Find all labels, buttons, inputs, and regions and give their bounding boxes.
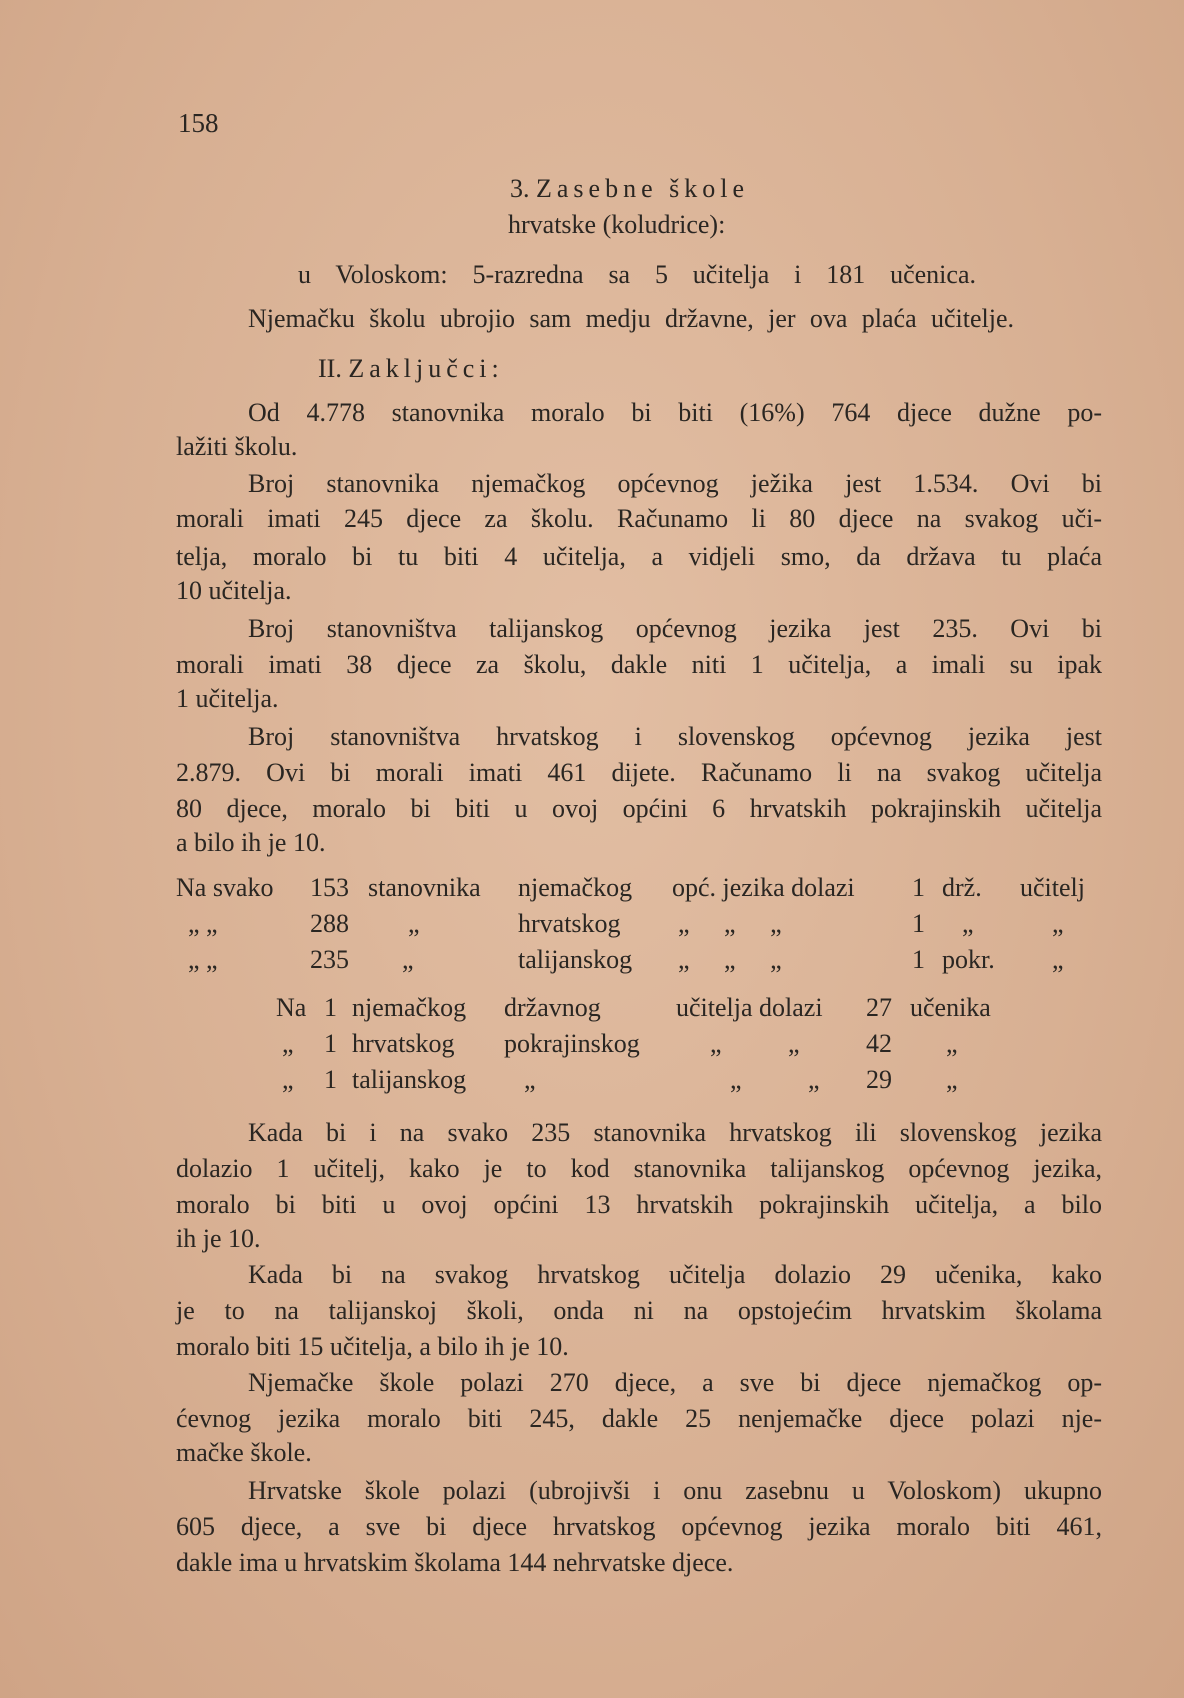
table-cell: učitelj	[1020, 873, 1085, 902]
table-cell: 153	[310, 873, 349, 902]
table-cell: hrvatskog	[352, 1029, 455, 1058]
paragraph-line: moralo bi biti u ovoj općini 13 hrvatskih pokrajinskih učitelja, a bilo	[176, 1190, 1102, 1219]
conclusions-title: Zaključci:	[348, 354, 504, 383]
table-cell: „	[408, 909, 420, 938]
table-cell: „	[524, 1065, 536, 1094]
paragraph-line: ćevnog jezika moralo biti 245, dakle 25 nenjemačke djece polazi nje-	[176, 1404, 1102, 1433]
table-cell: 235	[310, 945, 349, 974]
table-cell: 42	[866, 1029, 892, 1058]
paragraph-line: ih je 10.	[176, 1224, 261, 1253]
paragraph-line: 2.879. Ovi bi morali imati 461 dijete. Računamo li na svakog učitelja	[176, 758, 1102, 787]
paragraph-line: lažiti školu.	[176, 432, 298, 461]
table-cell: „	[946, 1065, 958, 1094]
paragraph-line: 605 djece, a sve bi djece hrvatskog općevnog jezika moralo biti 461,	[176, 1512, 1102, 1541]
paragraph-line: 80 djece, moralo bi biti u ovoj općini 6 hrvatskih pokrajinskih učitelja	[176, 794, 1102, 823]
table-cell: „	[946, 1029, 958, 1058]
table-cell: 1	[324, 1065, 337, 1094]
table-cell: njemačkog	[518, 873, 633, 902]
table-cell: državnog	[504, 993, 601, 1022]
paragraph-line: Kada bi na svakog hrvatskog učitelja dolazio 29 učenika, kako	[248, 1260, 1102, 1289]
table-cell: „ „	[188, 945, 218, 974]
table-cell: „ „	[710, 1029, 800, 1058]
paragraph-line: Hrvatske škole polazi (ubrojivši i onu zasebnu u Voloskom) ukupno	[248, 1476, 1102, 1505]
paragraph-line: Broj stanovništva hrvatskog i slovenskog općevnog jezika jest	[248, 722, 1102, 751]
table-cell: hrvatskog	[518, 909, 621, 938]
table-cell: „ „	[730, 1065, 820, 1094]
table-cell: pokrajinskog	[504, 1029, 640, 1058]
table-cell: drž.	[942, 873, 982, 902]
table-cell: 288	[310, 909, 349, 938]
paragraph-line: morali imati 38 djece za školu, dakle niti 1 učitelja, a imali su ipak	[176, 650, 1102, 679]
conclusions-heading	[318, 352, 504, 386]
table-cell: učitelja dolazi	[676, 993, 823, 1022]
ratio-table-population	[0, 870, 1184, 980]
section-3-title: Zasebne škole	[536, 174, 750, 203]
table-cell: 27	[866, 993, 892, 1022]
page-number: 158	[178, 108, 219, 138]
table-cell: „	[962, 909, 974, 938]
table-cell: pokr.	[942, 945, 995, 974]
table-cell: „	[282, 1029, 294, 1058]
paragraph-line: a bilo ih je 10.	[176, 828, 326, 857]
paragraph-line: moralo biti 15 učitelja, a bilo ih je 10.	[176, 1332, 569, 1361]
ratio-table-teachers	[0, 990, 1184, 1100]
paragraph-line: Od 4.778 stanovnika moralo bi biti (16%) 764 djece dužne po-	[248, 398, 1102, 427]
table-cell: 1	[324, 993, 337, 1022]
paragraph-line: je to na talijanskoj školi, onda ni na opstojećim hrvatskim školama	[176, 1296, 1102, 1325]
paragraph-line: dakle ima u hrvatskim školama 144 nehrvatske djece.	[176, 1548, 734, 1577]
table-cell: 1	[912, 909, 925, 938]
paragraph-line: Kada bi i na svako 235 stanovnika hrvatskog ili slovenskog jezika	[248, 1118, 1102, 1147]
table-cell: „ „	[188, 909, 218, 938]
paragraph-line: morali imati 245 djece za školu. Računamo li 80 djece na svakog uči-	[176, 504, 1102, 533]
table-cell: talijanskog	[518, 945, 633, 974]
paragraph-line: mačke škole.	[176, 1438, 312, 1467]
section-3-line-1: u Voloskom: 5-razredna sa 5 učitelja i 181 učenica.	[298, 260, 976, 289]
table-cell: „	[1052, 945, 1064, 974]
table-cell: „	[282, 1065, 294, 1094]
table-cell: stanovnika	[368, 873, 481, 902]
table-cell: „	[402, 945, 414, 974]
table-cell: 29	[866, 1065, 892, 1094]
paragraph-line: 10 učitelja.	[176, 576, 292, 605]
paragraph-line: Njemačke škole polazi 270 djece, a sve bi djece njemačkog op-	[248, 1368, 1102, 1397]
table-cell: opć. jezika dolazi	[672, 873, 855, 902]
paragraph-line: telja, moralo bi tu biti 4 učitelja, a vidjeli smo, da država tu plaća	[176, 542, 1102, 571]
paragraph-line: dolazio 1 učitelj, kako je to kod stanovnika talijanskog općevnog jezika,	[176, 1154, 1102, 1183]
paragraph-line: Broj stanovnika njemačkog općevnog ježika jest 1.534. Ovi bi	[248, 469, 1102, 498]
table-cell: talijanskog	[352, 1065, 467, 1094]
table-cell: Na svako	[176, 873, 274, 902]
table-cell: njemačkog	[352, 993, 467, 1022]
section-3-subheading: hrvatske (koludrice):	[508, 210, 726, 239]
paragraph-line: Broj stanovništva talijanskog općevnog jezika jest 235. Ovi bi	[248, 614, 1102, 643]
table-cell: Na	[276, 993, 307, 1022]
conclusions-number: II.	[318, 354, 342, 383]
section-3-number: 3.	[510, 174, 530, 203]
table-cell: 1	[324, 1029, 337, 1058]
table-cell: „	[1052, 909, 1064, 938]
table-cell: 1	[912, 945, 925, 974]
table-cell: „ „ „	[678, 909, 782, 938]
table-cell: učenika	[910, 993, 991, 1022]
section-3-heading	[510, 172, 749, 206]
section-3-line-2: Njemačku školu ubrojio sam medju državne, jer ova plaća učitelje.	[248, 304, 1014, 333]
paragraph-line: 1 učitelja.	[176, 684, 279, 713]
table-cell: 1	[912, 873, 925, 902]
table-cell: „ „ „	[678, 945, 782, 974]
